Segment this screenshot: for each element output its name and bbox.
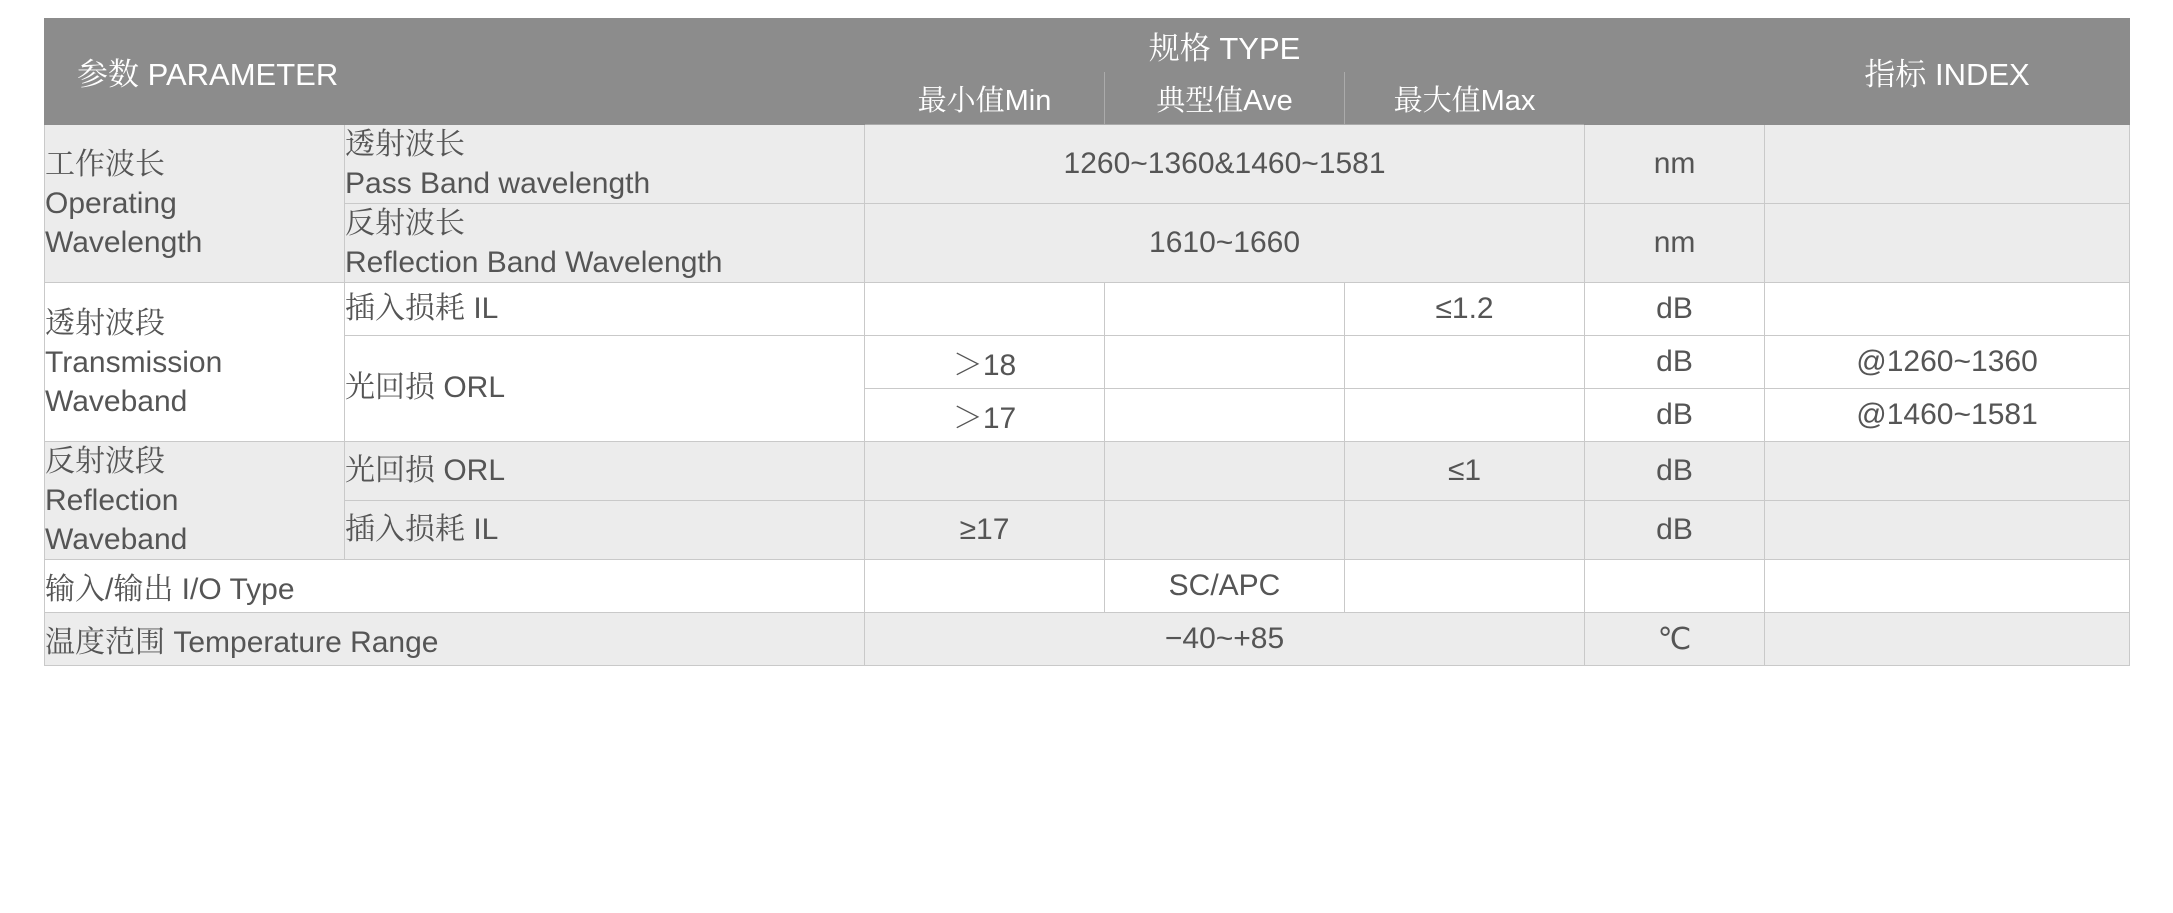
min-orl-transmission-2: ＞17 [865,389,1105,442]
unit-temperature-range: ℃ [1585,613,1765,666]
sub-orl-reflection: 光回损 ORL [345,442,865,501]
sub-insertion-loss-transmission: 插入损耗 IL [345,283,865,336]
min-orl-reflection [865,442,1105,501]
specification-table [44,18,2130,666]
sub-pass-band-wavelength: 透射波长 Pass Band wavelength [345,125,865,204]
unit-insertion-loss-transmission: dB [1585,283,1765,336]
max-io-type [1345,560,1585,613]
label-temperature-range: 温度范围 Temperature Range [45,613,865,666]
min-io-type [865,560,1105,613]
sub-insertion-loss-reflection: 插入损耗 IL [345,501,865,560]
ave-io-type: SC/APC [1105,560,1345,613]
table-header [45,19,2130,125]
unit-pass-band: nm [1585,125,1765,204]
max-insertion-loss-reflection [1345,501,1585,560]
value-temperature-range: −40~+85 [865,613,1585,666]
unit-reflection-band: nm [1585,204,1765,283]
unit-orl-reflection: dB [1585,442,1765,501]
min-insertion-loss-reflection: ≥17 [865,501,1105,560]
table-row [45,204,2130,283]
sub-orl-transmission: 光回损 ORL [345,336,865,442]
index-insertion-loss-transmission [1765,283,2130,336]
header-ave: 典型值Ave [1105,72,1345,125]
header-index: 指标 INDEX [1765,19,2130,125]
table-row [45,442,2130,501]
value-pass-band-range: 1260~1360&1460~1581 [865,125,1585,204]
table-row [45,336,2130,389]
max-orl-transmission-2 [1345,389,1585,442]
ave-orl-transmission-2 [1105,389,1345,442]
table-row [45,613,2130,666]
index-orl-transmission-1: @1260~1360 [1765,336,2130,389]
table-body [45,125,2130,666]
group-operating-wavelength: 工作波长 Operating Wavelength [45,125,345,283]
table-row [45,125,2130,204]
table-row [45,560,2130,613]
table-row [45,501,2130,560]
min-insertion-loss-transmission [865,283,1105,336]
unit-io-type [1585,560,1765,613]
index-pass-band [1765,125,2130,204]
ave-orl-transmission-1 [1105,336,1345,389]
max-orl-reflection: ≤1 [1345,442,1585,501]
index-insertion-loss-reflection [1765,501,2130,560]
index-orl-reflection [1765,442,2130,501]
header-type-group: 规格 TYPE [865,19,1585,72]
value-reflection-band-range: 1610~1660 [865,204,1585,283]
group-transmission-waveband: 透射波段 Transmission Waveband [45,283,345,442]
header-min: 最小值Min [865,72,1105,125]
unit-insertion-loss-reflection: dB [1585,501,1765,560]
unit-orl-transmission-1: dB [1585,336,1765,389]
max-insertion-loss-transmission: ≤1.2 [1345,283,1585,336]
index-orl-transmission-2: @1460~1581 [1765,389,2130,442]
index-io-type [1765,560,2130,613]
label-io-type: 输入/输出 I/O Type [45,560,865,613]
max-orl-transmission-1 [1345,336,1585,389]
header-max: 最大值Max [1345,72,1585,125]
table-row [45,283,2130,336]
header-row-top [45,19,2130,72]
group-reflection-waveband: 反射波段 Reflection Waveband [45,442,345,560]
index-reflection-band [1765,204,2130,283]
ave-orl-reflection [1105,442,1345,501]
header-parameter: 参数 PARAMETER [45,19,865,125]
sub-reflection-band-wavelength: 反射波长 Reflection Band Wavelength [345,204,865,283]
min-orl-transmission-1: ＞18 [865,336,1105,389]
unit-orl-transmission-2: dB [1585,389,1765,442]
index-temperature-range [1765,613,2130,666]
ave-insertion-loss-transmission [1105,283,1345,336]
header-unit [1585,19,1765,125]
ave-insertion-loss-reflection [1105,501,1345,560]
